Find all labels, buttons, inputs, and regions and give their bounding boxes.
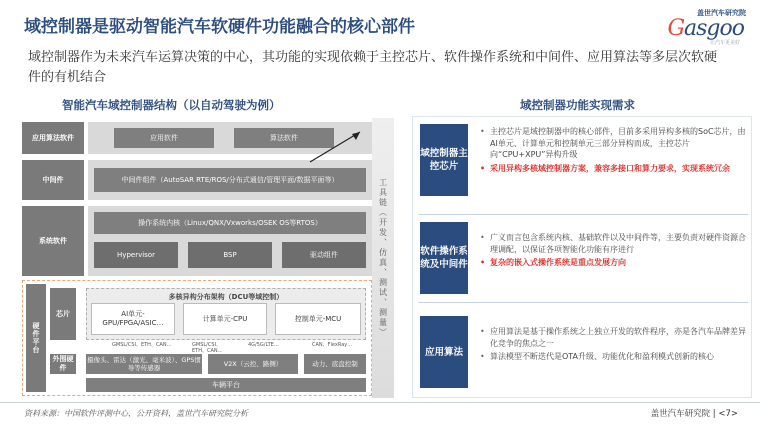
system-software-label: 系统软件 <box>22 206 84 276</box>
logo-cn-text: 盖世汽车研究院 <box>697 9 746 17</box>
protocol-label-4: CAN、FlexRay… <box>312 342 353 348</box>
driver-block: 驱动组件 <box>282 242 366 268</box>
right-section-title: 域控制器功能实现需求 <box>520 98 635 112</box>
requirement-label: 应用算法 <box>420 316 468 388</box>
logo-subtitle: 让汽车更美好 <box>709 40 740 46</box>
divider <box>418 214 748 215</box>
powertrain-block: 动力、底盘控制 <box>304 354 366 374</box>
app-layer-label: 应用算法软件 <box>22 122 84 154</box>
requirement-point: • 算法模型不断迭代是OTA升级、功能优化和盈利模式创新的核心 <box>480 351 752 363</box>
gasgoo-logo <box>640 8 746 46</box>
os-kernel-block: 操作系统内核（Linux/QNX/Vxworks/OSEK OS等RTOS） <box>94 212 366 234</box>
logo-mark: Gasgoo <box>667 16 744 41</box>
soc-architecture <box>86 288 366 340</box>
intro-text: 域控制器作为未来汽车运算决策的中心，其功能的实现依赖于主控芯片、软件操作系统和中间件、应用算法等多层次软硬件的有机结合 <box>28 50 718 85</box>
footer-divider <box>0 402 760 403</box>
mcu-unit: 控制单元-MCU <box>275 303 361 335</box>
sensors-block: 摄像头、雷达（激光、毫米波）、GPS惯导等传感器 <box>87 356 201 372</box>
requirement-point: • 广义而言包含系统内核、基础软件以及中间件等，主要负责对硬件资源合理调配，以保证各项智能化功能有序进行 <box>480 232 752 255</box>
page-number: 盖世汽车研究院 | <7> <box>650 409 738 419</box>
requirement-label: 软件操作系统及中间件 <box>420 222 468 294</box>
cpu-unit: 计算单元-CPU <box>183 303 267 335</box>
ai-unit: AI单元-GPU/FPGA/ASIC… <box>91 303 175 335</box>
v2x-block: V2X（云控、路侧） <box>208 354 298 374</box>
requirement-point-highlight: • 复杂的嵌入式操作系统是重点发展方向 <box>480 257 752 269</box>
hypervisor-block: Hypervisor <box>94 242 178 268</box>
middleware-block: 中间件组件（AutoSAR RTE/ROS/分布式通信/管理平面/数据平面等） <box>94 168 366 192</box>
hardware-platform-label: 硬件平台 <box>26 284 46 392</box>
requirement-point-highlight: • 采用异构多核域控制器方案，兼容多接口和算力要求，实现系统冗余 <box>480 163 752 175</box>
requirement-label: 域控制器主控芯片 <box>420 124 468 196</box>
toolchain-bar: 工具链（开发、仿真、测试、测量） <box>372 118 394 398</box>
vehicle-platform: 车辆平台 <box>86 378 366 392</box>
left-section-title: 智能汽车域控制器结构（以自动驾驶为例） <box>62 98 281 112</box>
protocol-label-1: GMSL/CSI、ETH、CAN… <box>112 342 172 348</box>
toolchain-arrow-icon <box>300 126 370 166</box>
divider <box>418 302 748 303</box>
protocol-label-2: GMSL/CSI、ETH、CAN… <box>192 342 223 354</box>
protocol-label-3: 4G/5G/LTE… <box>248 342 279 348</box>
page-title: 域控制器是驱动智能汽车软硬件功能融合的核心部件 <box>24 17 415 37</box>
bsp-block: BSP <box>188 242 272 268</box>
soc-title: 多核异构分布架构（DCU等域控制） <box>168 293 284 301</box>
requirement-point: • 应用算法是基于操作系统之上独立开发的软件程序，亦是各汽车品牌差异化竞争的焦点之一 <box>480 326 752 349</box>
app-software-block: 应用软件 <box>114 128 214 148</box>
algo-software-block: 算法软件 <box>234 128 334 148</box>
source-note: 资料来源：中国软件评测中心，公开资料，盖世汽车研究院分析 <box>24 409 248 418</box>
chip-label: 芯片 <box>50 288 76 340</box>
middleware-label: 中间件 <box>22 160 84 200</box>
requirement-point: • 主控芯片是域控制器中的核心部件，目前多采用异构多核的SoC芯片，由AI单元、计算单元和控制单元三部分异构而成，主控芯片向“CPU+XPU”异构升级 <box>480 126 752 161</box>
external-hardware-label: 外围硬件 <box>50 354 76 374</box>
